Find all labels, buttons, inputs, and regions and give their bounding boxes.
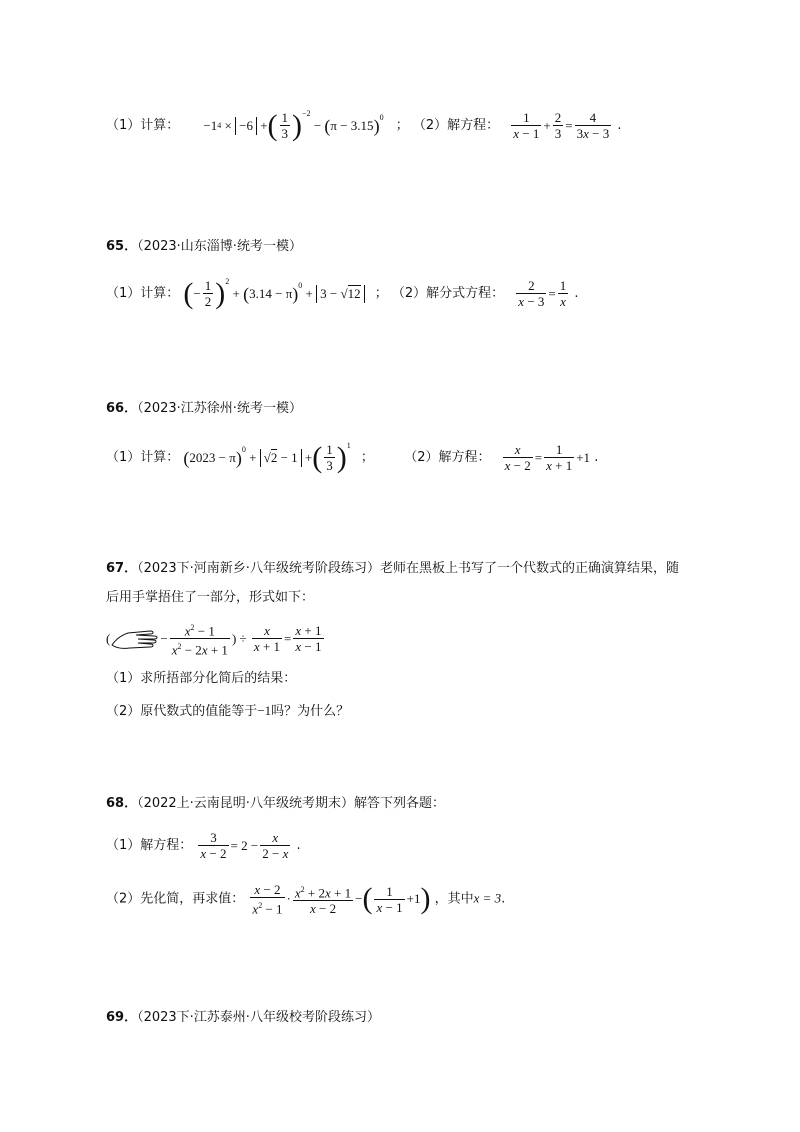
hand-icon — [110, 627, 160, 651]
q68-sub2 — [106, 882, 505, 916]
q68-sub2-cond: ，其中 — [434, 891, 474, 907]
q66-end: . — [594, 450, 599, 465]
q68-source: （2022上·云南昆明·八年级统考期末） — [137, 796, 354, 811]
q68-equation: $\frac{3}{x - 2}$ = 2 − $\frac{x}{2 - x}$ — [200, 830, 289, 861]
q67-sub2-pre: （2）原代数式的值能等于 — [106, 704, 258, 719]
q65-line — [106, 278, 579, 309]
q68-sub2-x: x = 3 — [473, 890, 502, 906]
q66-line — [106, 442, 598, 473]
q64-part2-label: （2）解方程： — [412, 118, 500, 133]
q69-heading — [106, 1006, 380, 1025]
q64-expression: −1 4 × −6 + ( $\frac{1}{3}$ ) $^{-2}$ − ( π − 3.15 ) $^0$ — [203, 108, 384, 142]
q66-expression: ( 2023 − π ) $^0$ + √2 − 1 + ( $\frac{1}{3}$ ) $^1$ — [183, 440, 351, 474]
q68-expression: $\frac{x - 2}{x^2 - 1}$ · $\frac{x^2 + 2x + 1}{x - 2}$ − ( $\frac{1}{x - 1}$ +1 ) — [252, 882, 431, 917]
q64-part1-label: （1）计算： — [106, 118, 180, 133]
q67-formula — [106, 620, 326, 658]
q65-source: （2023·山东淄博·统考一模） — [137, 239, 302, 254]
q68-sub2-label: （2）先化简，再求值： — [106, 891, 245, 907]
q66-separator: ； — [360, 450, 374, 465]
q67-number: 67． — [106, 561, 138, 576]
q66-number: 66． — [106, 401, 138, 416]
q68-sub1-end: . — [296, 838, 301, 853]
q64-line — [106, 110, 622, 141]
q67-heading — [106, 557, 679, 576]
q65-end: . — [574, 286, 579, 301]
q67-sub2-post: 吗？为什么？ — [271, 704, 350, 719]
q68-heading — [106, 792, 445, 811]
q69-source: （2023下·江苏泰州·八年级校考阶段练习） — [137, 1010, 380, 1025]
q65-number: 65． — [106, 239, 138, 254]
q67-formula-math: ( − $\frac{x^2 - 1}{x^2 - 2x + 1}$ ) ÷ $\frac{x}{x + 1}$ = $\frac{x + 1}{x - 1}$ — [106, 623, 322, 658]
q66-part1-label: （1）计算： — [106, 450, 180, 465]
q66-heading — [106, 397, 302, 416]
q66-source: （2023·江苏徐州·统考一模） — [137, 401, 302, 416]
q65-part2-label: （2）解分式方程： — [391, 286, 505, 301]
q65-separator: ； — [374, 286, 388, 301]
q68-stem: 解答下列各题： — [353, 796, 445, 811]
q65-equation: $\frac{2}{x - 3}$ = $\frac{1}{x}$ — [518, 278, 567, 309]
q64-end: . — [617, 118, 622, 133]
q66-equation: $\frac{x}{x - 2}$ = $\frac{1}{x + 1}$ +1 — [504, 442, 591, 473]
q67-sub1: （1）求所捂部分化简后的结果： — [106, 671, 297, 686]
q67-sub2-value: −1 — [257, 703, 272, 718]
q68-sub1-label: （1）解方程： — [106, 838, 193, 853]
q65-heading — [106, 235, 302, 254]
q64-separator: ； — [395, 118, 409, 133]
q68-sub2-end: . — [501, 891, 506, 907]
q67-stem-line-2: 后用手掌捂住了一部分，形式如下： — [106, 590, 315, 605]
q64-equation: $\frac{1}{x - 1}$ + $\frac{2}{3}$ = $\frac{4}{3x - 3}$ — [513, 110, 610, 141]
q68-number: 68． — [106, 796, 138, 811]
q66-part2-label: （2）解方程： — [404, 450, 491, 465]
q67-sub2 — [106, 702, 349, 721]
q67-source: （2023下·河南新乡·八年级统考阶段练习） — [137, 561, 380, 576]
q65-expression: ( − $\frac{1}{2}$ ) $^2$ + ( 3.14 − π ) $^0$ + 3 − √12 — [183, 278, 364, 309]
q65-part1-label: （1）计算： — [106, 286, 180, 301]
q67-stem-1: 老师在黑板上书写了一个代数式的正确演算结果，随 — [379, 561, 679, 576]
q68-sub1 — [106, 830, 301, 861]
q69-number: 69． — [106, 1010, 138, 1025]
